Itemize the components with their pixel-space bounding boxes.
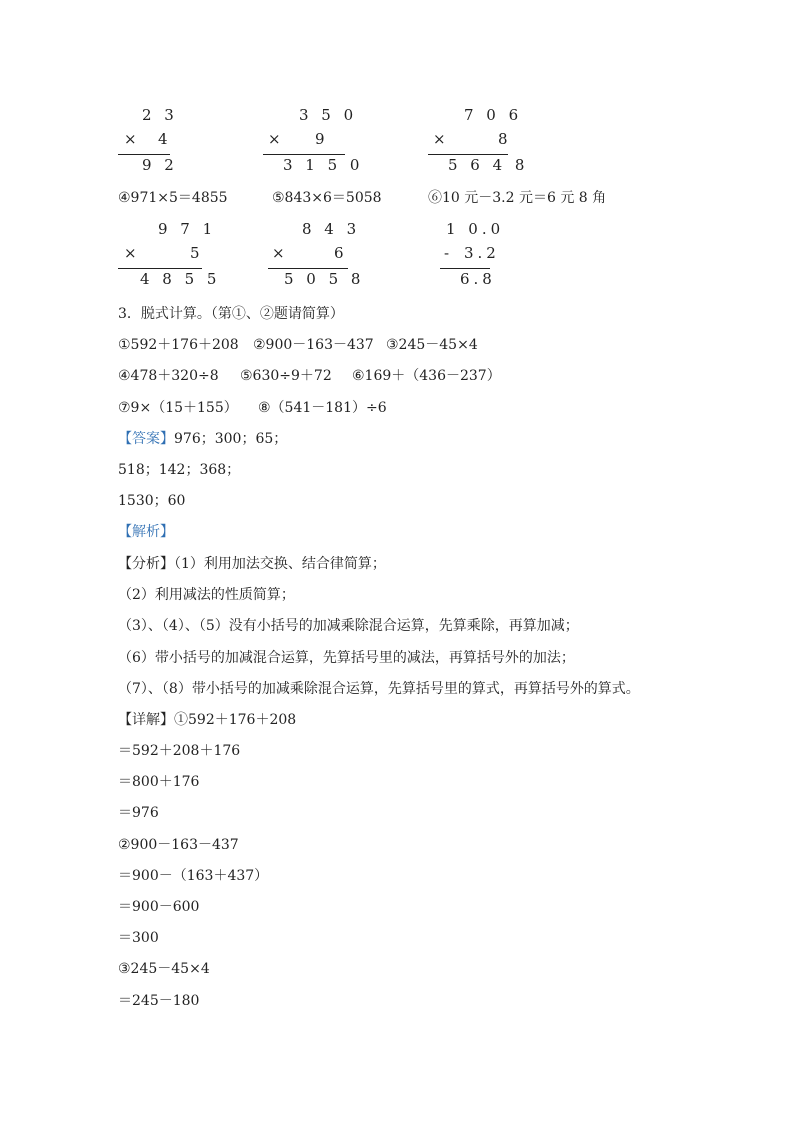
vertical-calc-3 [428, 106, 529, 174]
calc-second-number: 4 [158, 130, 172, 148]
calc-result: 5 0 5 8 [284, 270, 365, 288]
vertical-calc-6 [440, 222, 510, 287]
vertical-calc-5 [268, 220, 365, 288]
calc-second-number: 5 [190, 244, 204, 262]
problem-6: ⑥10 元－3.2 元＝6 元 8 角 [428, 190, 607, 206]
calc-operator: × [433, 130, 446, 148]
calc-operator: × [268, 130, 281, 148]
step-6: ＝900－（163＋437） [118, 868, 269, 884]
answer-line-2: 518；142；368； [118, 462, 241, 478]
fenxi-line-4: （6）带小括号的加减混合运算，先算括号里的减法，再算括号外的加法； [118, 650, 575, 666]
fenxi-line-3: （3）、（4）、（5）没有小括号的加减乘除混合运算，先算乘除，再算加减； [118, 618, 579, 634]
vertical-calc-2 [263, 106, 364, 174]
calc-top-number: 3 5 0 [299, 106, 358, 124]
problem-line2-b: ⑤630÷9＋72 [240, 368, 332, 384]
calc-divider [118, 154, 170, 155]
problem-5: ⑤843×6＝5058 [272, 190, 382, 206]
problem-line2-a: ④478＋320÷8 [118, 368, 219, 384]
problem-line3-a: ⑦9×（15＋155） [118, 400, 238, 416]
vertical-calc-4 [118, 220, 221, 288]
fenxi-label: 【分析】 [118, 556, 174, 572]
calc-result: 3 1 5 0 [283, 156, 364, 174]
calc-top-number: 8 4 3 [302, 220, 361, 238]
step-10: ＝245－180 [118, 993, 200, 1009]
fenxi-line-2: （2）利用减法的性质简算； [118, 587, 295, 603]
problem-line3-b: ⑧（541－181）÷6 [258, 400, 387, 416]
calc-top-number: 2 3 [142, 106, 178, 124]
section-3-title: 3．脱式计算。（第①、②题请简算） [118, 306, 344, 322]
step-3: ＝800＋176 [118, 774, 200, 790]
fenxi-line-5: （7）、（8）带小括号的加减乘除混合运算，先算括号里的算式，再算括号外的算式。 [118, 681, 640, 697]
calc-result: 4 8 5 5 [140, 270, 221, 288]
calc-result: 9 2 [142, 156, 178, 174]
calc-top-number: 9 7 1 [158, 220, 217, 238]
calc-operator: × [124, 130, 137, 148]
calc-divider [263, 154, 345, 155]
calc-divider [268, 268, 348, 269]
vertical-calc-1 [118, 108, 178, 173]
problem-line1-c: ③245－45×4 [386, 337, 478, 353]
xiangjie-line-1 [118, 709, 296, 729]
step-5: ②900－163－437 [118, 837, 239, 853]
step-2: ＝592＋208＋176 [118, 743, 241, 759]
step-7: ＝900－600 [118, 899, 200, 915]
problem-line1-a: ①592＋176＋208 [118, 337, 239, 353]
xiangjie-label: 【详解】 [118, 712, 174, 728]
calc-top-number: 7 0 6 [464, 106, 523, 124]
calc-result: 5 6 4 8 [448, 156, 529, 174]
calc-second-number: 3.2 [464, 244, 500, 262]
calc-operator: × [124, 244, 137, 262]
answer-values-1: 976；300；65； [174, 431, 288, 447]
fenxi-text-1: （1）利用加法交换、结合律简算； [174, 556, 386, 572]
calc-top-number: 1 0.0 [446, 220, 505, 238]
calc-second-number: 6 [334, 244, 348, 262]
calc-divider [428, 154, 508, 155]
calc-operator: - [444, 244, 450, 262]
problem-line1-b: ②900－163－437 [253, 337, 374, 353]
step-9: ③245－45×4 [118, 961, 210, 977]
calc-second-number: 9 [315, 130, 329, 148]
calc-result: 6.8 [460, 270, 496, 288]
calc-second-number: 8 [498, 130, 512, 148]
calc-operator: × [272, 244, 285, 262]
calc-divider [440, 268, 490, 269]
calc-divider [118, 268, 202, 269]
answer-line-3: 1530；60 [118, 493, 186, 509]
step-4: ＝976 [118, 805, 159, 821]
step-8: ＝300 [118, 930, 159, 946]
fenxi-line-1 [118, 553, 386, 573]
problem-4: ④971×5＝4855 [118, 190, 228, 206]
analysis-label: 【解析】 [118, 524, 174, 540]
step-1: ①592＋176＋208 [174, 712, 297, 728]
answer-line-1 [118, 428, 287, 448]
problem-line2-c: ⑥169＋（436－237） [352, 368, 501, 384]
answer-label: 【答案】 [118, 431, 174, 447]
